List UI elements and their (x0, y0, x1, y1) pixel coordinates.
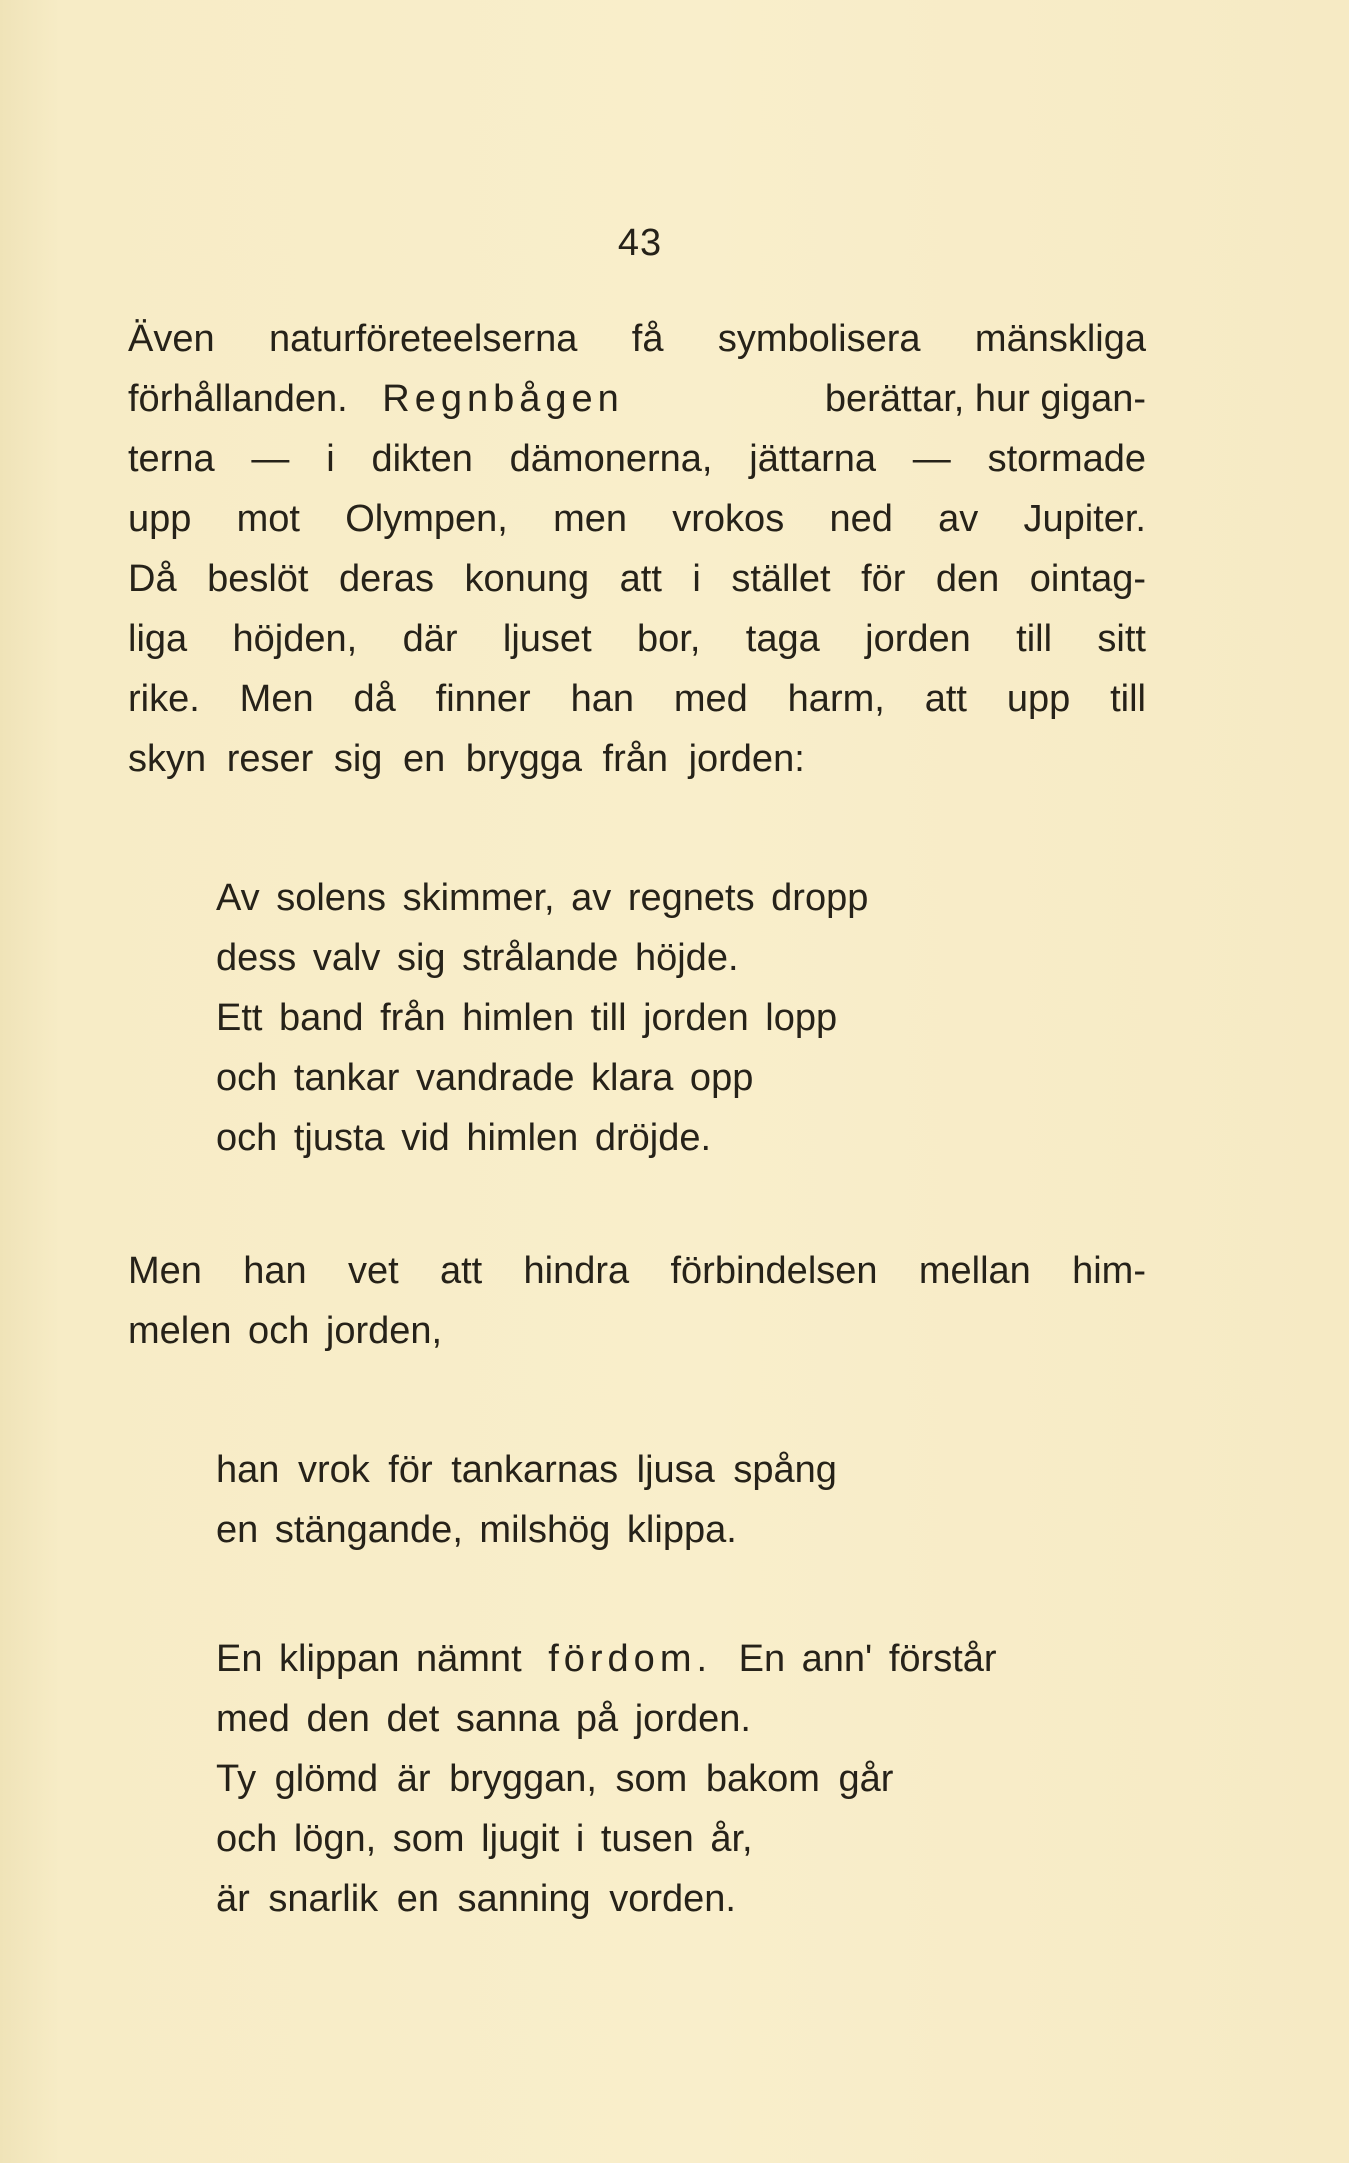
emphasized-word: fördom. (548, 1638, 713, 1680)
verse-line: med den det sanna på jorden. (216, 1698, 751, 1740)
emphasized-word: Regnbågen (382, 378, 624, 420)
verse-line: och tankar vandrade klara opp (216, 1057, 754, 1099)
verse-line: Ty glömd är bryggan, som bakom går (216, 1758, 894, 1800)
verse-line (216, 1636, 997, 1682)
verse-line: han vrok för tankarnas ljusa spång (216, 1449, 837, 1491)
text-line: Då beslöt deras konung att i stället för den ointag- (128, 558, 1146, 600)
text-fragment: berättar, hur gigan- (824, 378, 1146, 420)
verse-line: är snarlik en sanning vorden. (216, 1878, 736, 1920)
text-line: melen och jorden, (128, 1310, 443, 1352)
page-number: 43 (617, 222, 663, 264)
text-line: skyn reser sig en brygga från jorden: (128, 738, 805, 780)
text-line: upp mot Olympen, men vrokos ned av Jupiter. (128, 498, 1146, 540)
verse-line: Ett band från himlen till jorden lopp (216, 997, 838, 1039)
text-line (128, 376, 1146, 422)
text-line: terna — i dikten dämonerna, jättarna — stormade (128, 438, 1146, 480)
text-line: liga höjden, där ljuset bor, taga jorden till sitt (128, 618, 1146, 660)
text-line: Men han vet att hindra förbindelsen mellan him- (128, 1250, 1146, 1292)
verse-line: och tjusta vid himlen dröjde. (216, 1117, 712, 1159)
text-line: Även naturföreteelserna få symbolisera mänskliga (128, 318, 1146, 360)
verse-line: och lögn, som ljugit i tusen år, (216, 1818, 753, 1860)
text-fragment: En ann' förstår (738, 1638, 997, 1680)
verse-line: en stängande, milshög klippa. (216, 1509, 737, 1551)
text-line: rike. Men då finner han med harm, att upp till (128, 678, 1146, 720)
verse-line: dess valv sig strålande höjde. (216, 937, 739, 979)
text-fragment: En klippan nämnt (216, 1638, 522, 1680)
text-fragment: förhållanden. (128, 378, 348, 420)
verse-line: Av solens skimmer, av regnets dropp (216, 877, 869, 919)
